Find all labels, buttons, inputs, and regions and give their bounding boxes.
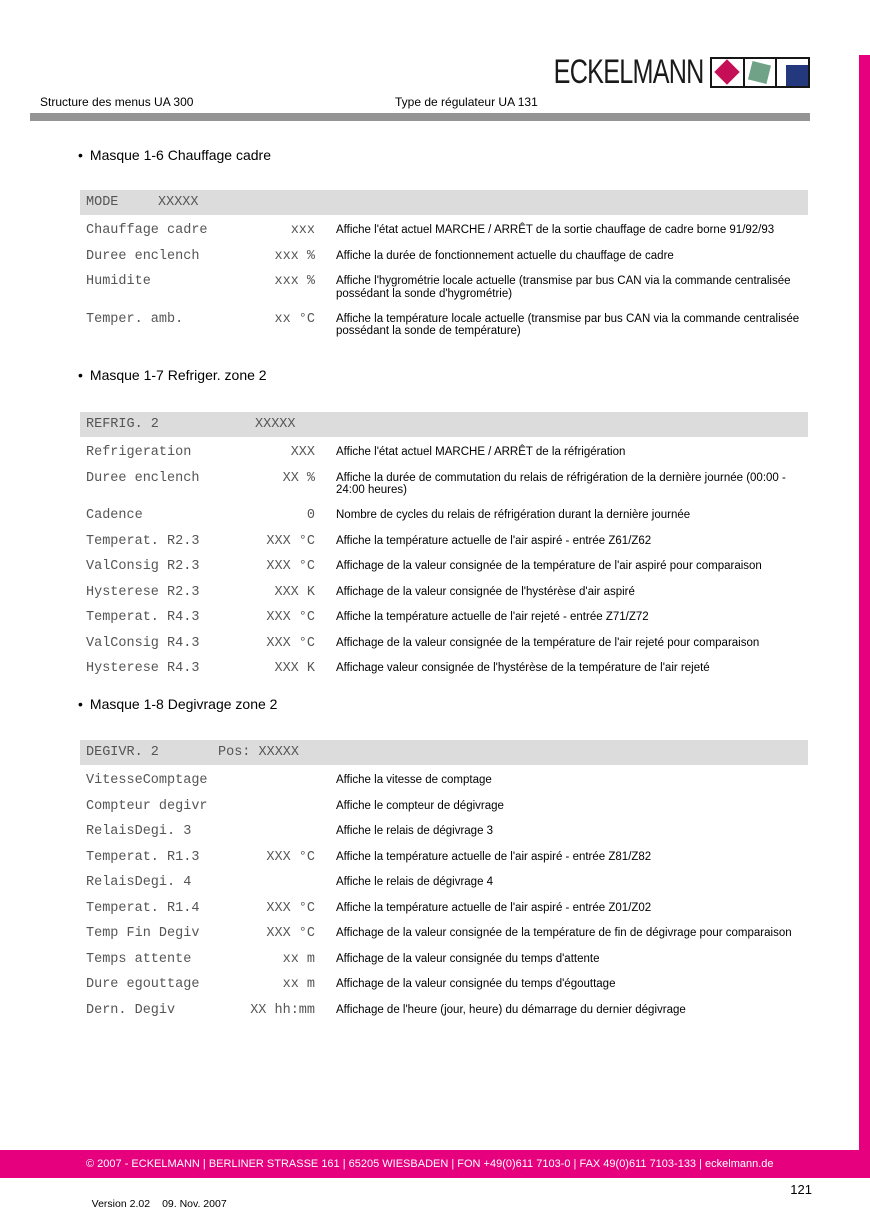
parameter-description: Affichage de l'heure (jour, heure) du démarrage du dernier dégivrage	[336, 1003, 686, 1016]
parameter-label: Dure egouttage	[86, 977, 200, 992]
parameter-label: RelaisDegi. 3	[86, 824, 192, 839]
parameter-label: Refrigeration	[86, 445, 192, 460]
parameter-label: Temperat. R4.3	[86, 610, 200, 625]
table-row	[86, 774, 808, 787]
parameter-description: Affichage de la valeur consignée du temps d'égouttage	[336, 978, 616, 990]
logo-box-2	[743, 57, 778, 88]
parameter-label: Temperat. R1.4	[86, 900, 200, 916]
parameter-description: Affichage de la valeur consignée du temps d'attente	[336, 952, 600, 965]
parameter-label: Duree enclench	[86, 470, 200, 486]
eckelmann-logo	[501, 55, 810, 89]
parameter-label: Temperat. R1.3	[86, 849, 200, 865]
green-square-icon	[747, 60, 770, 83]
footer-address-bar: © 2007 - ECKELMANN | BERLINER STRASSE 161 | 65205 WIESBADEN | FON +49(0)611 7103-0 | FAX 49(0)611 7103-133 | eckelmann.de	[0, 1150, 870, 1178]
parameter-label: Hysterese R4.3	[86, 661, 200, 676]
parameter-value: XXX °C	[266, 926, 315, 941]
parameter-description: Affiche la température locale actuelle (transmise par bus CAN via la commande centralisée possédant la sonde de température)	[336, 312, 800, 337]
table-row	[86, 472, 808, 497]
parameter-label: VitesseComptage	[86, 773, 208, 788]
parameter-value: 0	[306, 508, 315, 523]
parameter-label: Cadence	[86, 508, 143, 523]
table-header	[80, 740, 808, 765]
parameter-value: xxx %	[274, 248, 315, 264]
parameter-value: xx m	[282, 951, 315, 967]
parameter-label: Compteur degivr	[86, 798, 208, 814]
menu-table-masque-1-6	[80, 190, 808, 350]
logo-box-1	[710, 57, 745, 88]
logo-wordmark: ECKELMANN	[554, 53, 704, 91]
table-header	[80, 190, 808, 215]
table-row	[86, 825, 808, 838]
parameter-description: Nombre de cycles du relais de réfrigération durant la dernière journée	[336, 509, 691, 521]
table-body	[80, 215, 808, 338]
table-row	[86, 224, 808, 237]
bullet-icon	[78, 147, 90, 163]
table-row	[86, 902, 808, 915]
section-heading-masque-1-6	[78, 147, 271, 163]
parameter-value: XXX °C	[266, 559, 315, 574]
parameter-value: XX %	[282, 470, 315, 486]
parameter-label: Temperat. R2.3	[86, 533, 200, 549]
table-row	[86, 927, 808, 940]
parameter-description: Affiche l'hygrométrie locale actuelle (transmise par bus CAN via la commande centralisée possédant la sonde d'hygrométrie)	[336, 275, 791, 300]
table-row	[86, 586, 808, 599]
header-rule	[30, 113, 810, 121]
section-heading-masque-1-8	[78, 696, 277, 712]
parameter-label: Temps attente	[86, 951, 192, 967]
parameter-label: Chauffage cadre	[86, 223, 208, 238]
parameter-description: Affichage de la valeur consignée de la température de l'air rejeté pour comparaison	[336, 636, 760, 649]
parameter-label: Humidite	[86, 274, 151, 289]
parameter-value: XXX	[290, 445, 315, 460]
footer-version	[80, 1186, 227, 1222]
parameter-value: XXX °C	[266, 610, 315, 625]
version-date: 09. Nov. 2007	[162, 1198, 227, 1210]
parameter-label: ValConsig R2.3	[86, 559, 200, 574]
parameter-description: Affiche le compteur de dégivrage	[336, 799, 504, 812]
parameter-value: XXX °C	[266, 533, 315, 549]
table-body	[80, 765, 808, 1017]
screen-title: DEGIVR. 2	[86, 745, 159, 760]
table-row	[86, 876, 808, 889]
table-row	[86, 611, 808, 624]
parameter-value: XXX °C	[266, 849, 315, 865]
parameter-description: Affichage de la valeur consignée de la température de l'air aspiré pour comparaison	[336, 560, 762, 572]
screen-title: MODE	[86, 195, 119, 210]
table-row	[86, 560, 808, 573]
parameter-label: Duree enclench	[86, 248, 200, 264]
parameter-value: xx m	[282, 977, 315, 992]
table-row	[86, 313, 808, 338]
parameter-value: xxx %	[274, 274, 315, 289]
parameter-label: RelaisDegi. 4	[86, 875, 192, 890]
menu-table-masque-1-8	[80, 740, 808, 1029]
parameter-description: Affiche la vitesse de comptage	[336, 774, 492, 786]
table-row	[86, 851, 808, 864]
parameter-description: Affichage valeur consignée de l'hystérèse de la température de l'air rejeté	[336, 662, 710, 674]
parameter-description: Affiche la température actuelle de l'air aspiré - entrée Z61/Z62	[336, 534, 652, 547]
table-row	[86, 1004, 808, 1017]
bullet-icon	[78, 696, 90, 712]
table-row	[86, 662, 808, 675]
magenta-diamond-icon	[714, 59, 739, 84]
parameter-value: xx °C	[274, 311, 315, 327]
table-row	[86, 509, 808, 522]
version-label: Version 2.02	[91, 1198, 151, 1210]
screen-value: XXXXX	[255, 417, 296, 432]
parameter-description: Affiche la durée de fonctionnement actuelle du chauffage de cadre	[336, 249, 674, 262]
section-heading-text: Masque 1-6 Chauffage cadre	[89, 147, 271, 163]
parameter-value: XXX °C	[266, 900, 315, 916]
parameter-value: XXX K	[274, 584, 315, 600]
table-row	[86, 250, 808, 263]
table-row	[86, 535, 808, 548]
parameter-label: ValConsig R4.3	[86, 635, 200, 651]
parameter-label: Temper. amb.	[86, 311, 184, 327]
screen-value: Pos: XXXXX	[218, 745, 300, 760]
table-header	[80, 412, 808, 437]
parameter-label: Hysterese R2.3	[86, 584, 200, 600]
screen-value: XXXXX	[158, 195, 199, 210]
parameter-description: Affiche le relais de dégivrage 3	[336, 825, 494, 837]
page-number: 121	[790, 1182, 812, 1197]
table-row	[86, 275, 808, 300]
parameter-value: XX hh:mm	[250, 1002, 315, 1018]
parameter-description: Affiche la durée de commutation du relais de réfrigération de la dernière journée (00:00 - 24:00 heures)	[336, 471, 786, 496]
table-row	[86, 446, 808, 459]
parameter-label: Temp Fin Degiv	[86, 926, 200, 941]
menu-table-masque-1-7	[80, 412, 808, 688]
table-row	[86, 637, 808, 650]
logo-symbol	[710, 57, 810, 88]
table-body	[80, 437, 808, 675]
parameter-description: Affiche l'état actuel MARCHE / ARRÊT de la réfrigération	[336, 446, 626, 458]
blue-square-icon	[786, 65, 810, 88]
header-document-title: Structure des menus UA 300	[40, 95, 194, 109]
table-row	[86, 800, 808, 813]
section-heading-text: Masque 1-8 Degivrage zone 2	[89, 696, 278, 712]
parameter-description: Affiche la température actuelle de l'air rejeté - entrée Z71/Z72	[336, 611, 649, 623]
screen-title: REFRIG. 2	[86, 417, 159, 432]
logo-box-3	[775, 57, 810, 88]
parameter-description: Affiche le relais de dégivrage 4	[336, 876, 494, 888]
header-regulator-type: Type de régulateur UA 131	[395, 95, 538, 109]
parameter-value: XXX K	[274, 661, 315, 676]
section-heading-text: Masque 1-7 Refriger. zone 2	[89, 367, 267, 383]
bullet-icon	[78, 367, 90, 383]
table-row	[86, 953, 808, 966]
parameter-value: XXX °C	[266, 635, 315, 651]
parameter-value: xxx	[290, 223, 315, 238]
accent-stripe-right	[859, 55, 870, 1178]
parameter-description: Affiche la température actuelle de l'air aspiré - entrée Z01/Z02	[336, 901, 652, 914]
section-heading-masque-1-7	[78, 367, 267, 383]
parameter-description: Affiche la température actuelle de l'air aspiré - entrée Z81/Z82	[336, 850, 652, 863]
table-row	[86, 978, 808, 991]
parameter-label: Dern. Degiv	[86, 1002, 176, 1018]
parameter-description: Affiche l'état actuel MARCHE / ARRÊT de la sortie chauffage de cadre borne 91/92/93	[336, 224, 775, 236]
parameter-description: Affichage de la valeur consignée de l'hystérèse d'air aspiré	[336, 585, 635, 598]
parameter-description: Affichage de la valeur consignée de la température de fin de dégivrage pour comparaison	[336, 927, 792, 939]
